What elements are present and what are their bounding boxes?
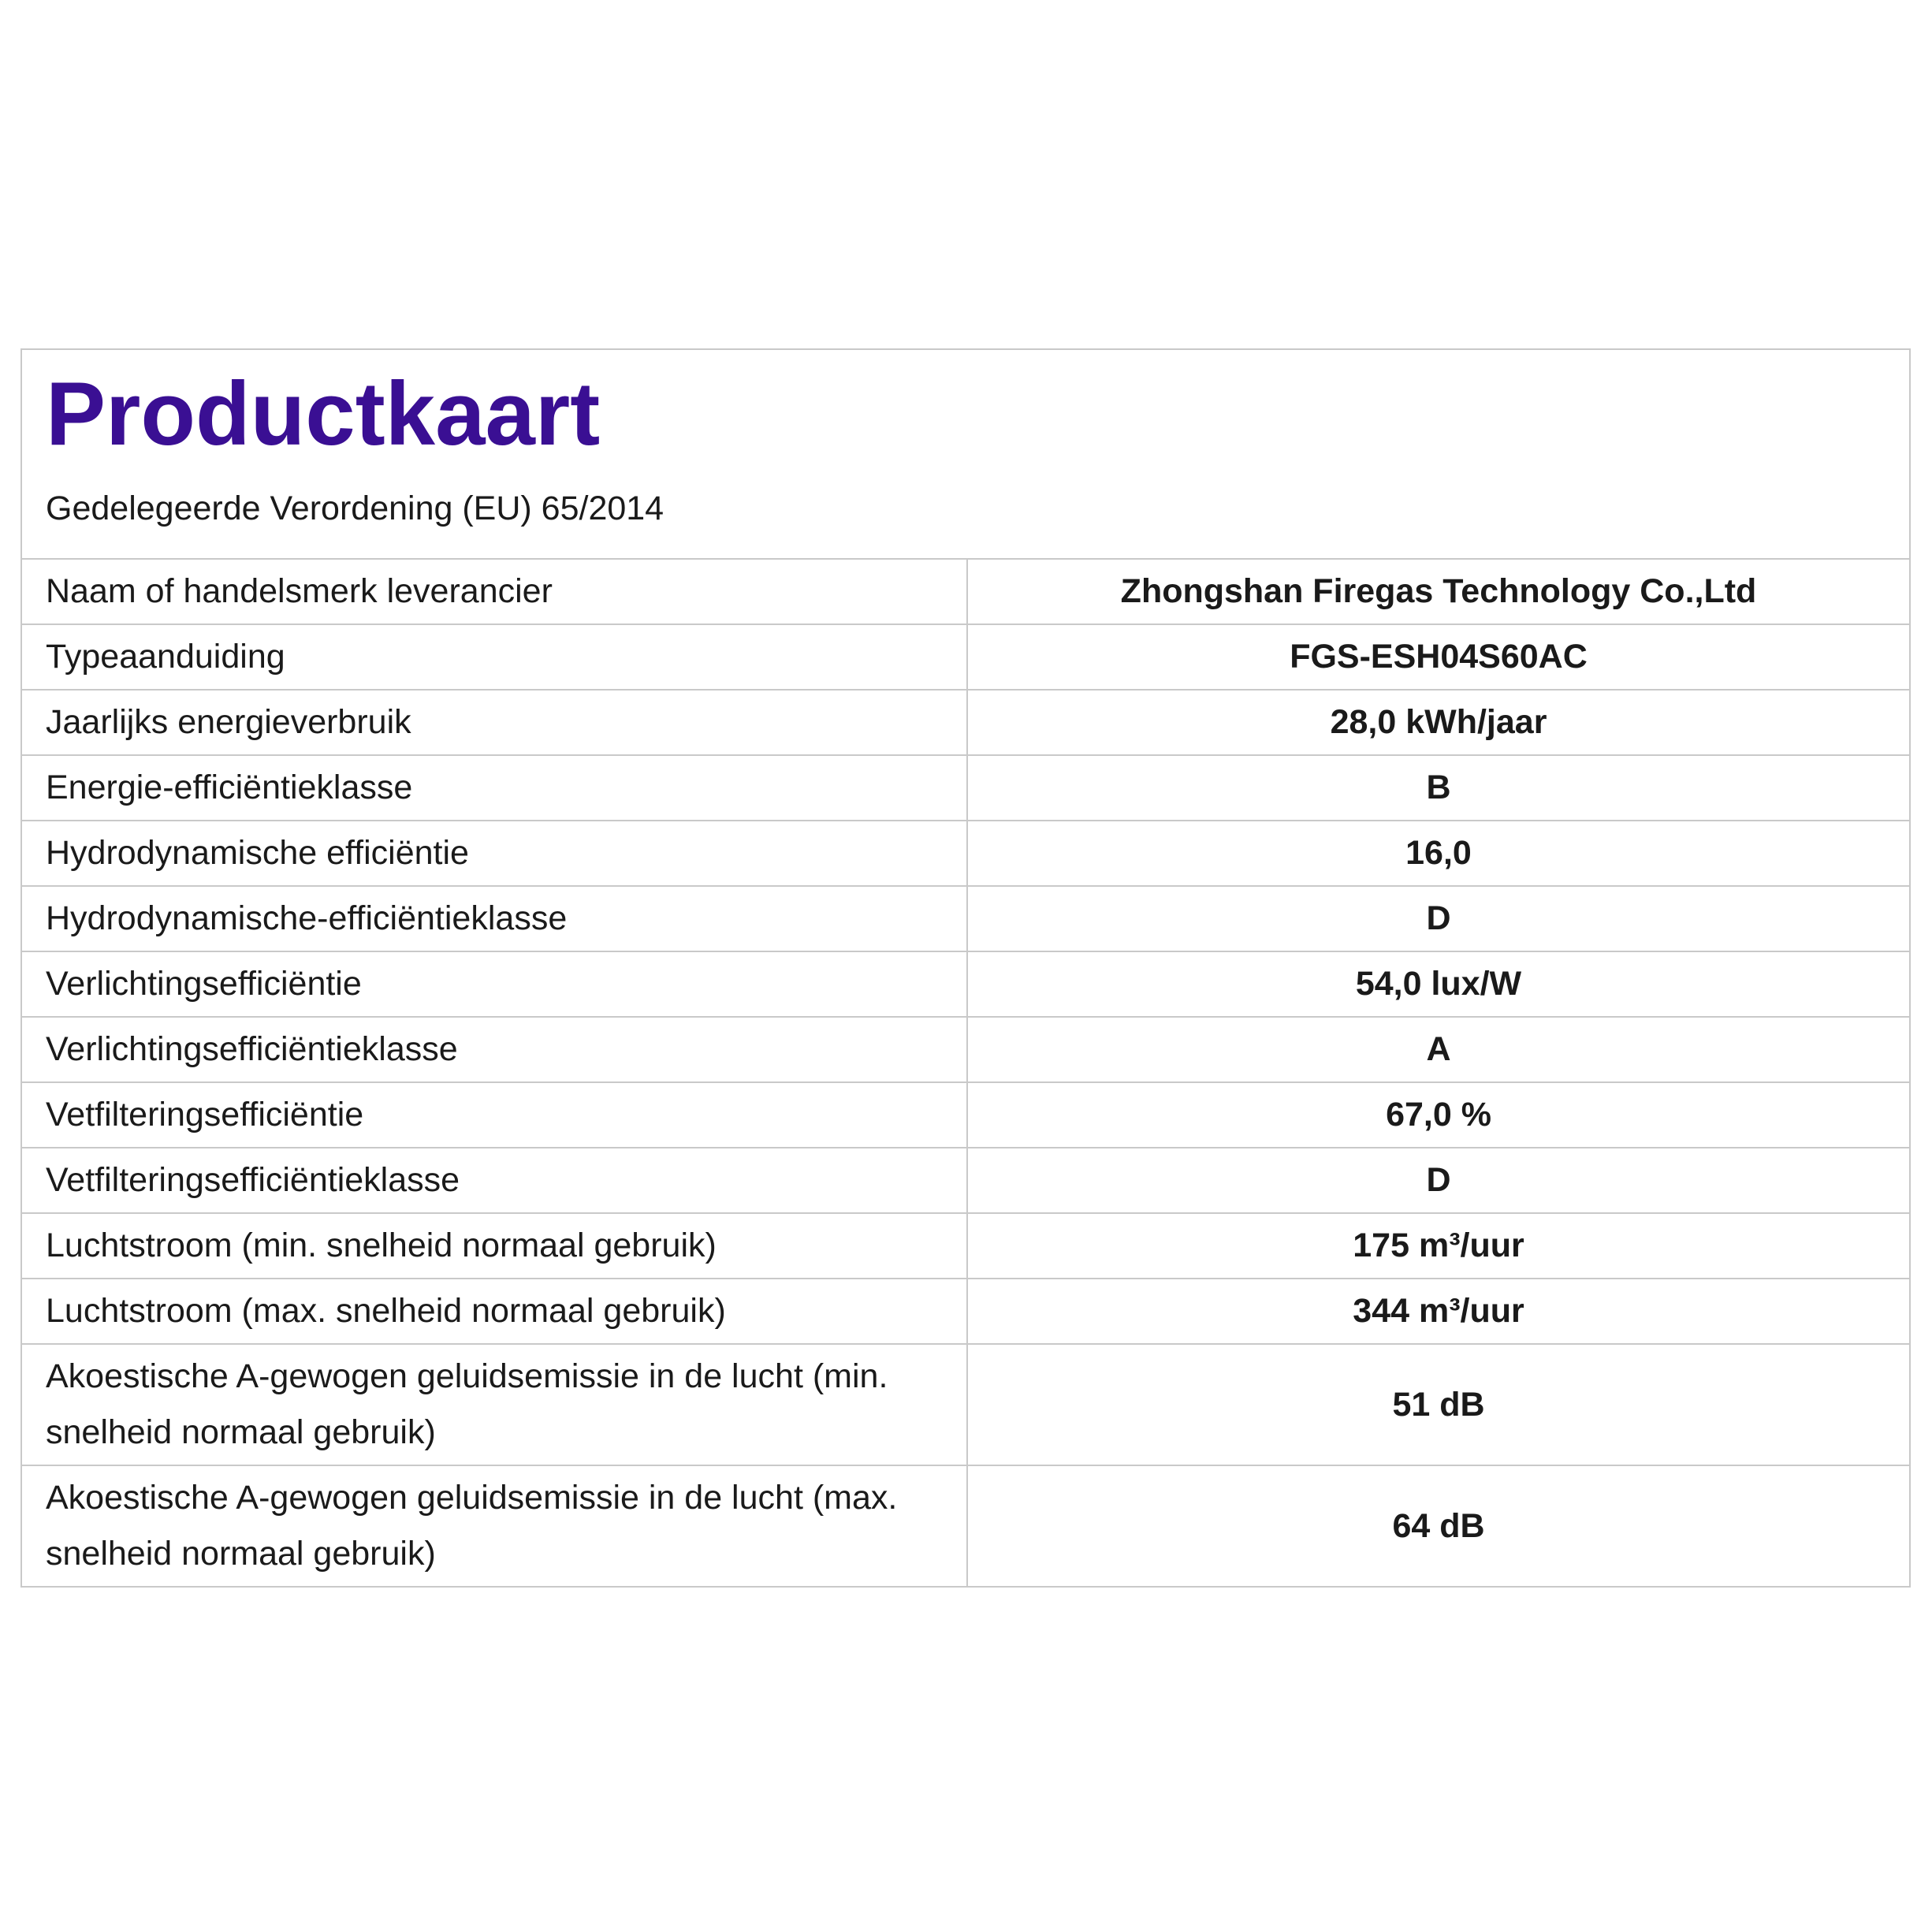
row-label: Jaarlijks energieverbruik — [22, 690, 967, 755]
page-title: Productkaart — [46, 364, 601, 464]
row-value: 344 m³/uur — [967, 1279, 1909, 1344]
product-card — [20, 348, 1911, 1588]
row-value: A — [967, 1017, 1909, 1082]
row-label: Energie-efficiëntieklasse — [22, 755, 967, 821]
row-label: Akoestische A-gewogen geluidsemissie in de lucht (min. snelheid normaal gebruik) — [22, 1344, 967, 1465]
row-value: 16,0 — [967, 821, 1909, 886]
table-row — [22, 755, 1909, 821]
table-row — [22, 821, 1909, 886]
row-label: Hydrodynamische efficiëntie — [22, 821, 967, 886]
row-value: Zhongshan Firegas Technology Co.,Ltd — [1120, 572, 1757, 610]
row-label: Typeaanduiding — [22, 624, 967, 690]
row-value: D — [967, 1148, 1909, 1213]
row-value: 67,0 % — [967, 1082, 1909, 1148]
table-row — [22, 886, 1909, 951]
table-row — [22, 1017, 1909, 1082]
row-label: Vetfilteringsefficiëntieklasse — [22, 1148, 967, 1213]
spec-table — [22, 560, 1909, 1586]
row-label: Luchtstroom (min. snelheid normaal gebruik) — [22, 1213, 967, 1279]
table-row — [22, 951, 1909, 1017]
row-value: 175 m³/uur — [967, 1213, 1909, 1279]
row-value: B — [967, 755, 1909, 821]
table-row — [22, 1279, 1909, 1344]
row-label: Verlichtingsefficiëntieklasse — [22, 1017, 967, 1082]
row-label: Verlichtingsefficiëntie — [22, 951, 967, 1017]
table-row — [22, 690, 1909, 755]
card-header — [22, 350, 1909, 560]
row-value: FGS-ESH04S60AC — [967, 624, 1909, 690]
row-label: Vetfilteringsefficiëntie — [22, 1082, 967, 1148]
row-value: 28,0 kWh/jaar — [967, 690, 1909, 755]
table-row — [22, 1213, 1909, 1279]
row-value: 64 dB — [967, 1465, 1909, 1586]
table-row — [22, 1344, 1909, 1465]
regulation-subtitle: Gedelegeerde Verordening (EU) 65/2014 — [46, 490, 664, 527]
table-row — [22, 1148, 1909, 1213]
row-label: Akoestische A-gewogen geluidsemissie in de lucht (max. snelheid normaal gebruik) — [22, 1465, 967, 1586]
row-value: 54,0 lux/W — [967, 951, 1909, 1017]
table-row — [22, 1465, 1909, 1586]
row-label: Luchtstroom (max. snelheid normaal gebruik) — [22, 1279, 967, 1344]
table-row — [22, 1082, 1909, 1148]
row-value: 51 dB — [967, 1344, 1909, 1465]
row-label: Naam of handelsmerk leverancier — [22, 560, 967, 624]
table-row — [22, 624, 1909, 690]
row-label: Hydrodynamische-efficiëntieklasse — [22, 886, 967, 951]
table-row — [22, 560, 1909, 624]
row-value: D — [967, 886, 1909, 951]
